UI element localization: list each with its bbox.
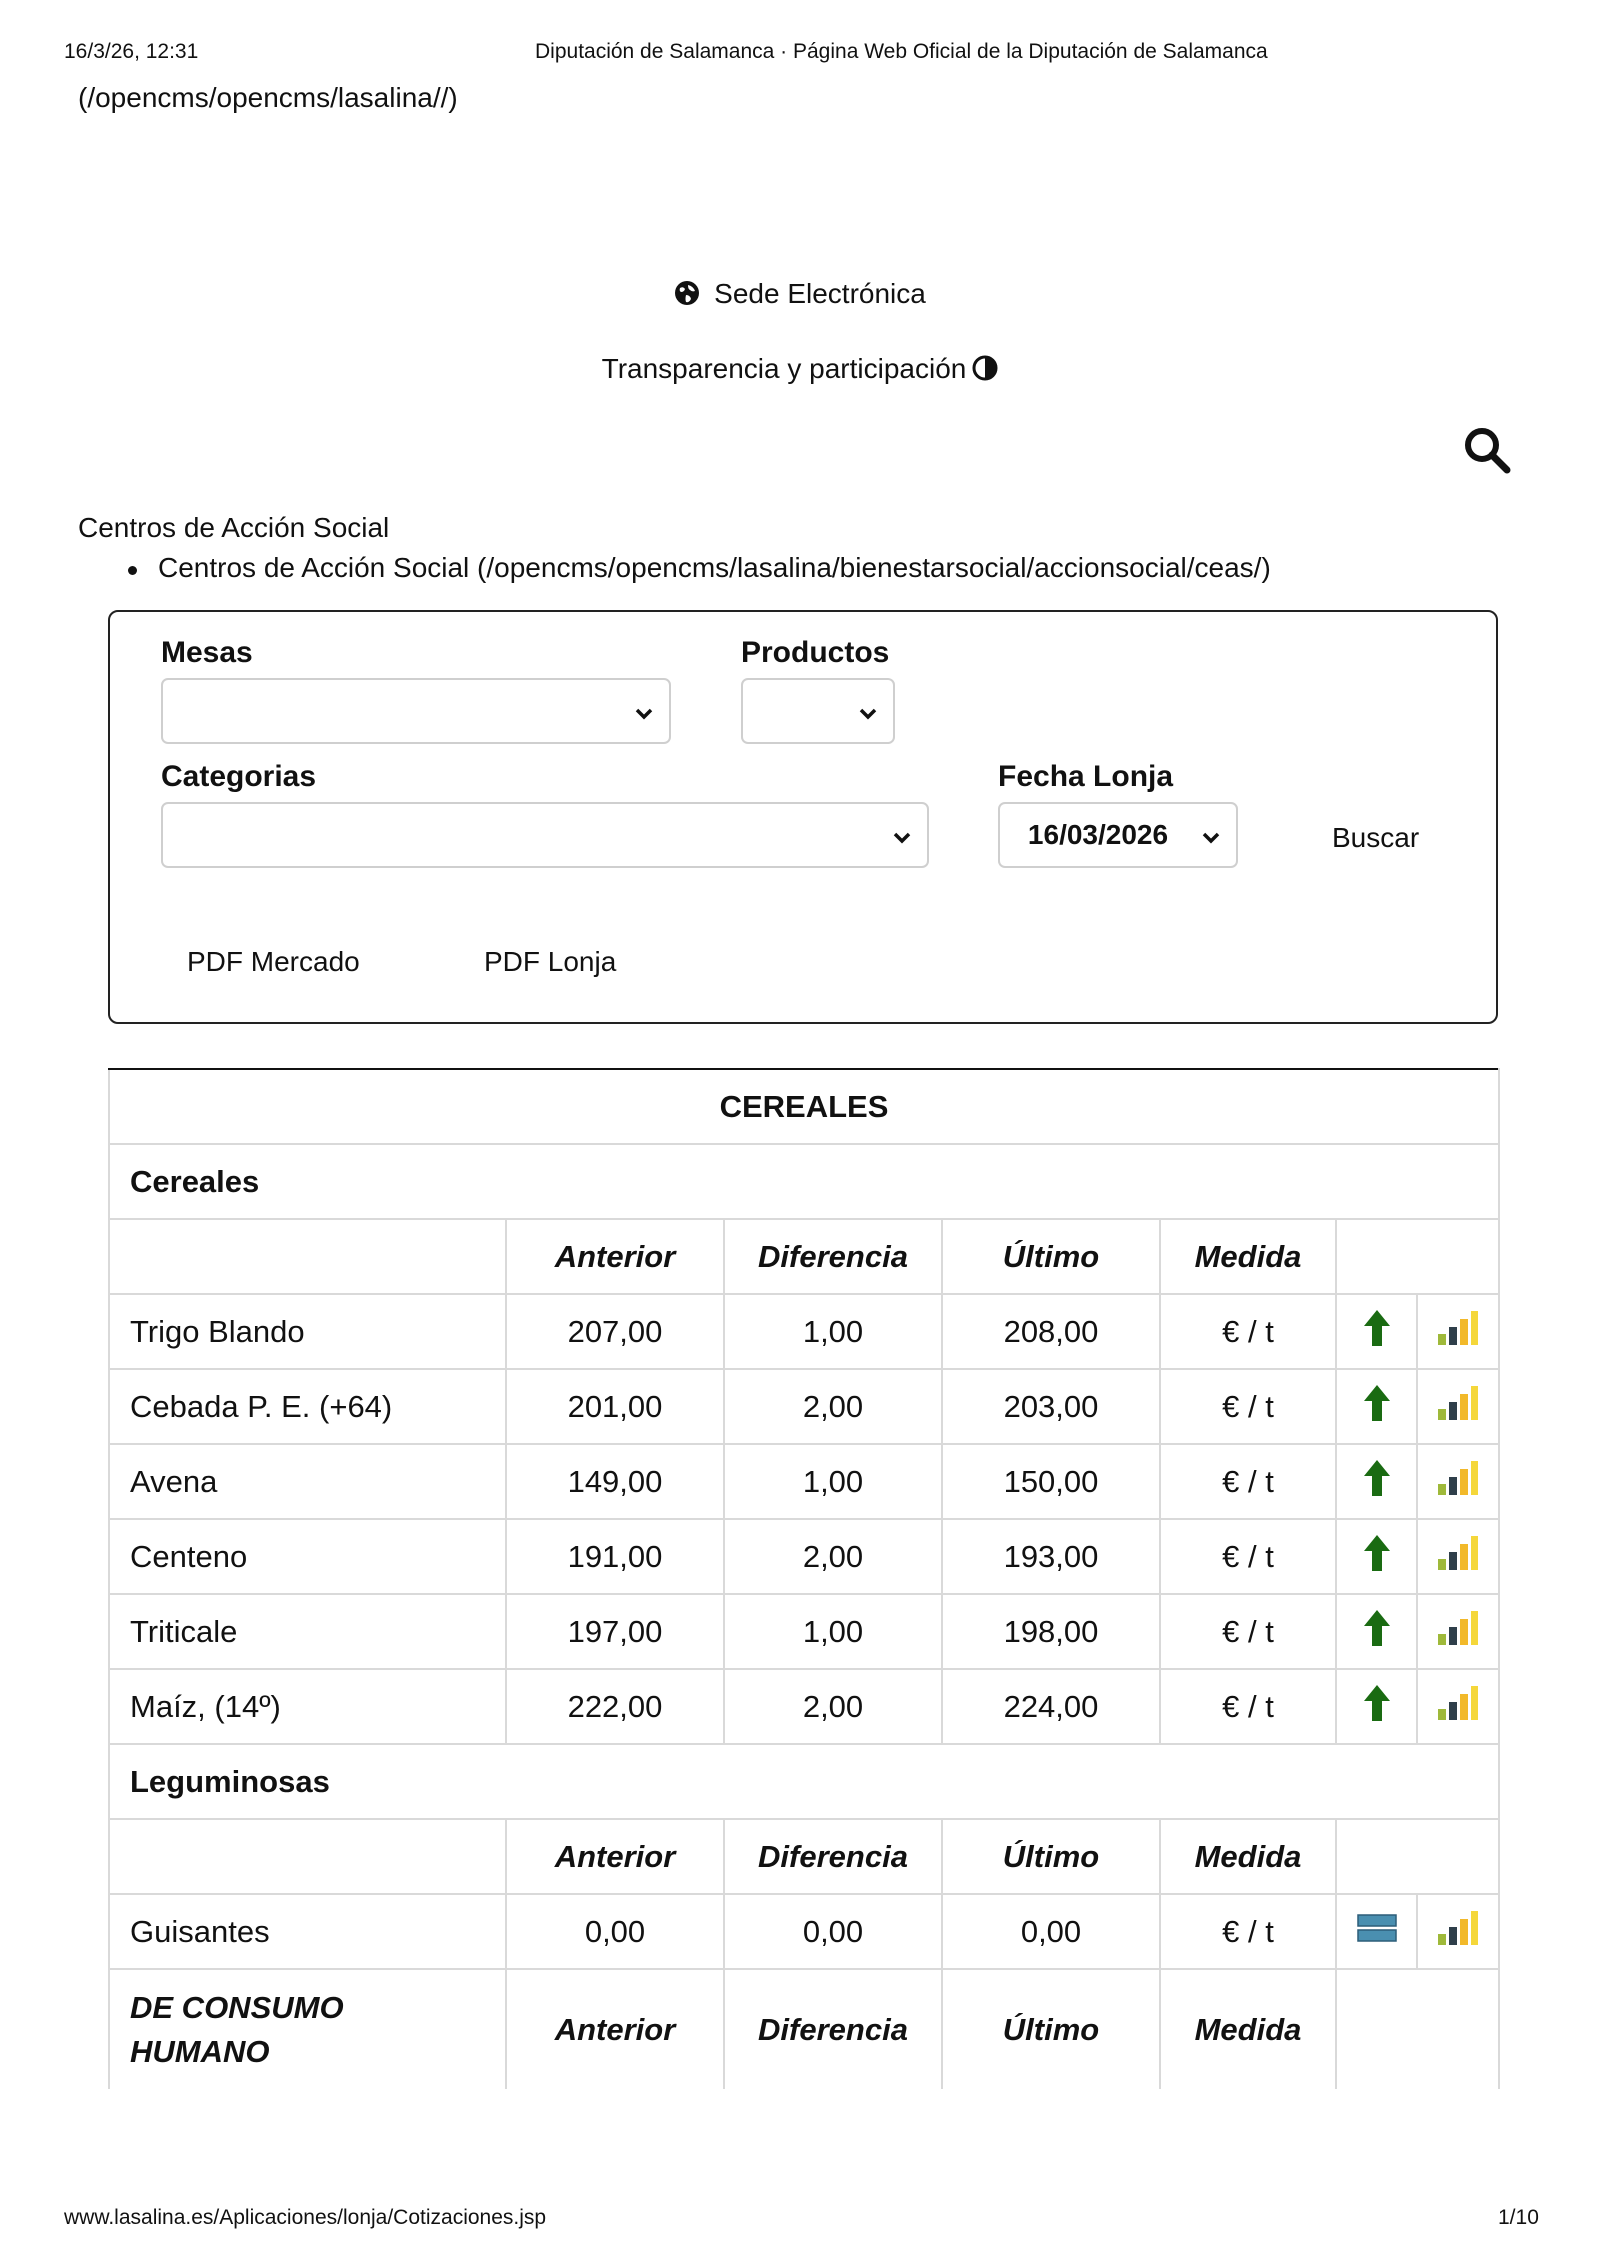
table-title: CEREALES	[109, 1069, 1499, 1144]
table-row	[109, 1669, 1499, 1744]
categorias-select[interactable]	[161, 802, 929, 868]
transparencia-link[interactable]	[0, 353, 1600, 388]
up-arrow-icon	[1336, 1444, 1417, 1519]
product-name: Cebada P. E. (+64)	[109, 1369, 506, 1444]
column-header: Diferencia	[724, 1969, 942, 2089]
column-header: Anterior	[506, 1219, 724, 1294]
fecha-lonja-value: 16/03/2026	[1027, 819, 1169, 850]
productos-select[interactable]	[741, 678, 895, 744]
column-header-row	[109, 1969, 1499, 2089]
cell-medida: € / t	[1160, 1519, 1336, 1594]
column-header: Medida	[1160, 1969, 1336, 2089]
column-header: Último	[942, 1819, 1160, 1894]
cell-diferencia: 2,00	[724, 1669, 942, 1744]
categorias-label: Categorias	[161, 760, 317, 793]
chevron-down-icon	[857, 702, 879, 724]
cell-medida: € / t	[1160, 1369, 1336, 1444]
sede-electronica-link[interactable]	[0, 278, 1600, 313]
cell-diferencia: 0,00	[724, 1894, 942, 1969]
productos-label: Productos	[741, 636, 890, 669]
section-name: Cereales	[109, 1144, 1499, 1219]
section-name: Leguminosas	[109, 1744, 1499, 1819]
table-row	[109, 1594, 1499, 1669]
print-page-title: Diputación de Salamanca · Página Web Oficial de la Diputación de Salamanca	[535, 40, 1268, 63]
cell-anterior: 222,00	[506, 1669, 724, 1744]
cell-diferencia: 1,00	[724, 1444, 942, 1519]
bar-chart-icon[interactable]	[1417, 1894, 1499, 1969]
cell-ultimo: 0,00	[942, 1894, 1160, 1969]
product-name: Trigo Blando	[109, 1294, 506, 1369]
print-url: www.lasalina.es/Aplicaciones/lonja/Cotizaciones.jsp	[64, 2206, 547, 2229]
bar-chart-icon[interactable]	[1417, 1594, 1499, 1669]
header-empty	[109, 1819, 506, 1894]
cell-medida: € / t	[1160, 1594, 1336, 1669]
search-icon[interactable]	[1461, 424, 1513, 476]
price-table	[108, 1068, 1500, 2089]
cell-medida: € / t	[1160, 1444, 1336, 1519]
up-arrow-icon	[1336, 1294, 1417, 1369]
cell-ultimo: 193,00	[942, 1519, 1160, 1594]
column-header: Diferencia	[724, 1819, 942, 1894]
fecha-lonja-select[interactable]	[998, 802, 1238, 868]
up-arrow-icon	[1336, 1594, 1417, 1669]
home-link[interactable]: (/opencms/opencms/lasalina//)	[78, 82, 458, 113]
product-name: Avena	[109, 1444, 506, 1519]
up-arrow-icon	[1336, 1369, 1417, 1444]
column-header: Diferencia	[724, 1219, 942, 1294]
print-datetime: 16/3/26, 12:31	[64, 40, 199, 63]
product-name: Guisantes	[109, 1894, 506, 1969]
product-name: Triticale	[109, 1594, 506, 1669]
cell-ultimo: 224,00	[942, 1669, 1160, 1744]
globe-icon	[674, 280, 700, 313]
header-empty	[1336, 1219, 1499, 1294]
cell-anterior: 191,00	[506, 1519, 724, 1594]
chevron-down-icon	[891, 826, 913, 848]
column-header: Medida	[1160, 1219, 1336, 1294]
table-row	[109, 1894, 1499, 1969]
chevron-down-icon	[1200, 826, 1222, 848]
table-row	[109, 1519, 1499, 1594]
column-header-row	[109, 1819, 1499, 1894]
column-header-row	[109, 1219, 1499, 1294]
cell-diferencia: 1,00	[724, 1594, 942, 1669]
cell-medida: € / t	[1160, 1894, 1336, 1969]
bar-chart-icon[interactable]	[1417, 1294, 1499, 1369]
header-empty	[109, 1219, 506, 1294]
cell-ultimo: 203,00	[942, 1369, 1160, 1444]
column-header: Medida	[1160, 1819, 1336, 1894]
cell-anterior: 149,00	[506, 1444, 724, 1519]
section-row	[109, 1744, 1499, 1819]
ceas-link[interactable]: Centros de Acción Social (/opencms/opencms/lasalina/bienestarsocial/accionsocial/ceas/)	[120, 552, 1271, 584]
section-name	[109, 1969, 506, 2089]
pdf-mercado-button[interactable]: PDF Mercado	[187, 946, 360, 977]
product-name: Centeno	[109, 1519, 506, 1594]
section-title: Centros de Acción Social	[78, 512, 390, 543]
pdf-lonja-button[interactable]: PDF Lonja	[484, 946, 617, 977]
bar-chart-icon[interactable]	[1417, 1519, 1499, 1594]
table-title-row	[109, 1069, 1499, 1144]
page-cut	[108, 2136, 1500, 2156]
table-row	[109, 1294, 1499, 1369]
bar-chart-icon[interactable]	[1417, 1369, 1499, 1444]
table-row	[109, 1444, 1499, 1519]
product-name: Maíz, (14º)	[109, 1669, 506, 1744]
buscar-button[interactable]: Buscar	[1332, 822, 1420, 853]
chevron-down-icon	[633, 702, 655, 724]
cell-anterior: 197,00	[506, 1594, 724, 1669]
sede-electronica-label: Sede Electrónica	[714, 278, 926, 309]
equal-icon	[1336, 1894, 1417, 1969]
cell-ultimo: 150,00	[942, 1444, 1160, 1519]
cell-ultimo: 208,00	[942, 1294, 1160, 1369]
up-arrow-icon	[1336, 1519, 1417, 1594]
filter-panel	[108, 610, 1498, 1024]
ceas-list	[120, 552, 1271, 584]
section-name-line: DE CONSUMO	[130, 1989, 344, 2025]
print-page-number: 1/10	[1498, 2206, 1539, 2229]
bar-chart-icon[interactable]	[1417, 1444, 1499, 1519]
cell-anterior: 207,00	[506, 1294, 724, 1369]
column-header: Anterior	[506, 1969, 724, 2089]
cell-diferencia: 2,00	[724, 1369, 942, 1444]
cell-medida: € / t	[1160, 1294, 1336, 1369]
bar-chart-icon[interactable]	[1417, 1669, 1499, 1744]
section-name-line: HUMANO	[130, 2033, 270, 2069]
cell-anterior: 0,00	[506, 1894, 724, 1969]
column-header: Último	[942, 1219, 1160, 1294]
cell-ultimo: 198,00	[942, 1594, 1160, 1669]
column-header: Último	[942, 1969, 1160, 2089]
transparencia-label: Transparencia y participación	[601, 353, 967, 384]
up-arrow-icon	[1336, 1669, 1417, 1744]
cell-anterior: 201,00	[506, 1369, 724, 1444]
header-empty	[1336, 1819, 1499, 1894]
table-row	[109, 1369, 1499, 1444]
column-header: Anterior	[506, 1819, 724, 1894]
mesas-label: Mesas	[161, 636, 253, 669]
mesas-select[interactable]	[161, 678, 671, 744]
header-empty	[1336, 1969, 1499, 2089]
fecha-lonja-label: Fecha Lonja	[998, 760, 1174, 793]
contrast-icon[interactable]	[972, 355, 998, 388]
cell-diferencia: 2,00	[724, 1519, 942, 1594]
cell-diferencia: 1,00	[724, 1294, 942, 1369]
section-row	[109, 1144, 1499, 1219]
cell-medida: € / t	[1160, 1669, 1336, 1744]
